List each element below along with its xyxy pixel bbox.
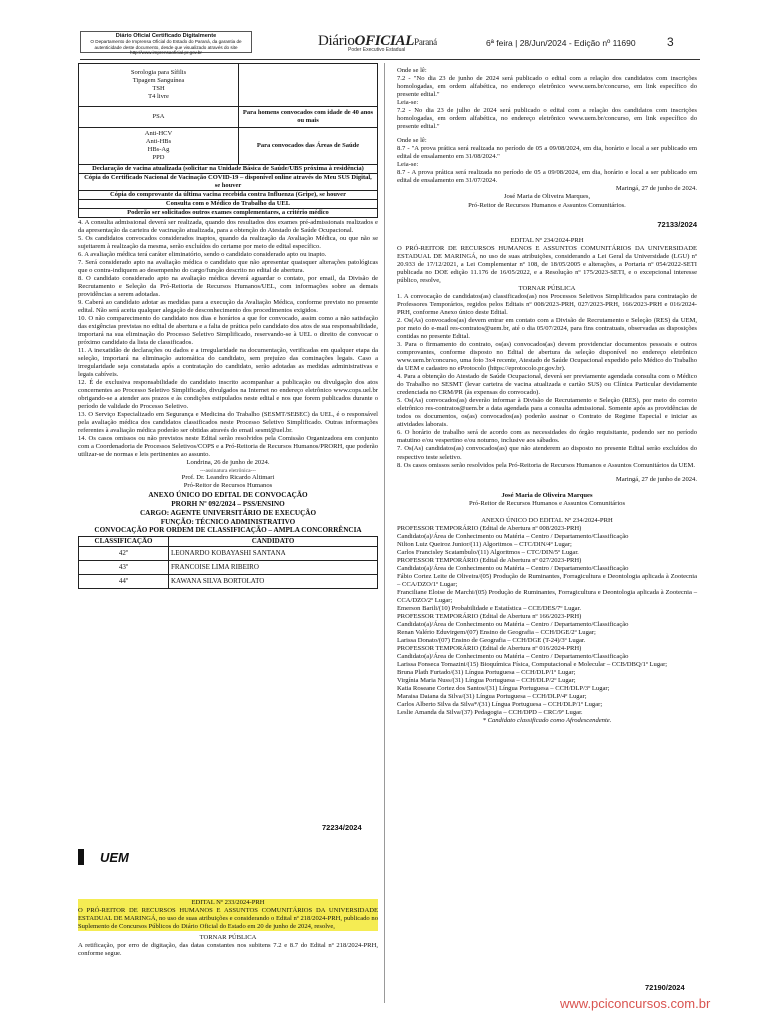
edital-intro: O PRÓ-REITOR DE RECURSOS HUMANOS E ASSUNTOS COMUNITÁRIOS DA UNIVERSIDADE ESTADUAL DE MARINGÁ, no uso de suas atribuições e considerando o Edital nº 218/2024-PRH, publicado no Suplemento de Concursos Públicos do Diário Oficial do Estado em 20 de junho de 2024, resolve, [78, 907, 378, 931]
table-row [79, 165, 378, 174]
list-item: Larissa Donato/(07) Ensino de Geografia – CCH/DGE (T-24)/3º Lugar. [397, 637, 586, 645]
list-item: Katia Roseane Cortez dos Santos/(31) Língua Portuguesa – CCH/DLP/3º Lugar; [397, 685, 610, 693]
anexo-heading [78, 491, 378, 535]
list-item: Nilton Luiz Queiroz Junior/(11) Algoritmos – CTC/DIN/4º Lugar; [397, 540, 572, 548]
publication-code: 72133/2024 [657, 219, 697, 229]
paragraph: 8. O candidato considerado apto na avaliação médica deverá aguardar o contato, por email, da Divisão de Recrutamento e Seleção da Pró-Reitoria de Recursos Humanos/UEL, com informações sobre as demais providências a serem adotadas. [78, 274, 378, 298]
text-line: Onde se lê: [397, 67, 427, 74]
text-line: Leia-se: [397, 161, 419, 169]
anexo-section-heading: PROFESSOR TEMPORÁRIO (Edital de Abertura nº 166/2023-PRH) [397, 613, 582, 621]
sign-place: Londrina, 26 de junho de 2024. [186, 459, 270, 467]
signer-name: José Maria de Oliveira Marques [501, 491, 593, 499]
table-cell: Cópia do comprovante da última vacina recebida contra Influenza (Gripe), se houver [79, 190, 378, 199]
edital-233 [78, 899, 378, 958]
table-row [79, 208, 378, 217]
masthead-subtitle: Poder Executivo Estadual [348, 47, 406, 54]
list-item: Carlos Francisley Scatambulo/(11) Algoritmos – CTC/DIN/5º Lugar. [397, 548, 579, 556]
table-cell: KAWANA SILVA BORTOLATO [169, 574, 378, 588]
edition-date: 6ª feira | 28/Jun/2024 - Edição nº 11690 [486, 38, 636, 48]
signer-name: Prof. Dr. Leandro Ricardo Altimari [181, 474, 275, 482]
anexo-line: PRORH Nº 092/2024 – PSS/ENSINO [171, 500, 285, 509]
text-line: 7.2 - No dia 23 de julho de 2024 será publicado o edital com a relação dos candidatos com inscrições homologadas, em ordem alfabética, no endereço eletrônico www.uem.br/concurso, em link específico do presente edital." [397, 107, 697, 131]
list-item: Fábio Cortez Leite de Oliveira/(05) Produção de Ruminantes, Forragicultura e Deontologia aplicada à Zootecnia – CCA/DZO/1º Lugar; [397, 572, 697, 588]
paragraph: 7. Será considerado apto na avaliação médica o candidato que não apresentar quaisquer alterações patológicas que o contra-indiquem ao desempenho do cargo/função descrito no edital de abertura. [78, 258, 378, 274]
table-cell: PSA [79, 107, 239, 128]
anexo-line: FUNÇÃO: TÉCNICO ADMINISTRATIVO [160, 517, 296, 526]
table-cell: Sorologia para Sífilis Tipagem Sanguínea TSH T4 livre [79, 64, 239, 107]
footnote: * Candidato classificado como Afrodescendente. [482, 717, 612, 725]
table-cell: Para convocados das Áreas de Saúde [239, 128, 378, 165]
table-cell: Anti-HCV Anti-HBs HBs-Ag PPD [79, 128, 239, 165]
header-divider [80, 59, 700, 60]
list-item: Carlos Alberto Silva da Silva*/(31) Língua Portuguesa – CCH/DLP/1º Lugar; [397, 701, 603, 709]
signer-role: Pró-Reitor de Recursos Humanos e Assuntos Comunitários [468, 499, 626, 507]
list-item: Larissa Fonseca Tomazini/(15) Bioquímica Física, Computacional e Molecular – CCB/DBQ/1º Lugar; [397, 661, 668, 669]
text-line: 8.7 - A prova prática será realizada no período de 05 a 09/08/2024, em dia, horário e local a ser publicado em edital de ensalamento em 31/07/2024. [397, 169, 697, 185]
text-line: 7.2 - "No dia 23 de junho de 2024 será publicado o edital com a relação dos candidatos com inscrições homologadas, em ordem alfabética, no endereço eletrônico www.uem.br/concurso, em link específico do presente edital." [397, 75, 697, 99]
paragraph: 6. A avaliação médica terá caráter eliminatório, sendo o candidato considerado apto ou inapto. [78, 250, 327, 258]
table-cell: Consulta com o Médico do Trabalho da UEL [79, 199, 378, 208]
signer-name: José Maria de Oliveira Marques, [503, 193, 591, 201]
list-item: Candidato(a)/Área de Conhecimento ou Matéria – Centro / Departamento/Classificação [397, 621, 629, 629]
text-line: 8.7 - "A prova prática será realizada no período de 05 a 09/08/2024, em dia, horário e local a ser publicado em edital de ensalamento em 31/08/2024." [397, 145, 697, 161]
table-row [79, 199, 378, 208]
exams-table [78, 63, 378, 218]
list-item: Candidato(a)/Área de Conhecimento ou Matéria – Centro / Departamento/Classificação [397, 653, 629, 661]
cert-title: Diário Oficial Certificado Digitalmente [115, 33, 217, 39]
cert-text: O Departamento de Imprensa Oficial do Estado do Paraná, da garantia de autenticidade deste documento, desde que visualizado através do site http://www.imprensaoficial.pr.gov.br [90, 39, 242, 55]
table-row [79, 574, 378, 588]
list-item: Leslie Amanda da Silva/(37) Pedagogia – CCH/DPD – CRC/9º Lugar. [397, 709, 583, 717]
table-row [79, 560, 378, 574]
edital-item: 5. Os(As) convocados(as) deverão informar à Divisão de Recrutamento e Seleção (RES), por meio do correio eletrônico res-contratos@uem.br a data agendada para a consulta admissional. Somente após as providências de todos os documentos, os(as) convocados(as) poderão assinar o Contrato de Regime Especial e iniciar as atividades laborais. [397, 397, 697, 429]
classification-table [78, 536, 378, 589]
list-item: Candidato(a)/Área de Conhecimento ou Matéria – Centro / Departamento/Classificação [397, 564, 629, 572]
list-item: Franciliane Eloise de Marchi/(05) Produção de Ruminantes, Forragicultura e Deontologia aplicada à Zootecnia – CCA/DZO/2º Lugar; [397, 588, 697, 604]
right-column [397, 67, 697, 725]
page-number: 3 [667, 35, 674, 49]
table-cell [239, 64, 378, 107]
anexo-section-heading: PROFESSOR TEMPORÁRIO (Edital de Abertura nº 027/2023-PRH) [397, 556, 582, 564]
signer-role: Pró-Reitor de Recursos Humanos [183, 482, 273, 490]
masthead [318, 32, 458, 54]
list-item: Renan Valério Eduvirgem/(07) Ensino de Geografia – CCH/DGE/2º Lugar; [397, 629, 596, 637]
edital-paragraph: A retificação, por erro de digitação, das datas constantes nos subitens 7.2 e 8.7 do Edital nº 218/2024-PRH, conforme segue. [78, 942, 378, 958]
table-cell: LEONARDO KOBAYASHI SANTANA [169, 546, 378, 560]
paragraph: 11. A inexatidão de declarações ou dados e a irregularidade na documentação, verificadas em qualquer etapa da seleção, importará na eliminação automática do candidato, sem prejuízo das cominações legais. Caso a irregularidade seja constatada após a contratação do candidato, serão adotadas as medidas administrativas e legais cabíveis. [78, 347, 378, 379]
paragraph: 10. O não comparecimento do candidato nos dias e horários a que for convocado, assim como a não satisfação das exigências previstas no edital de abertura e a falta de prática pelo candidato dos atos de sua responsabilidade, importará na sua eliminação do Processo Seletivo Simplificado, reservando-se à UEL o direito de convocar o próximo candidato da lista de classificados. [78, 314, 378, 346]
edital-intro: O PRÓ-REITOR DE RECURSOS HUMANOS E ASSUNTOS COMUNITÁRIOS DA UNIVERSIDADE ESTADUAL DE MARINGÁ, no uso de suas atribuições, considerando a Lei Geral da Universidade (LGU) nº 20.933 de 17/12/2021, a Lei Complementar nº 108, de 18/05/2005 e alterações, a Portaria nº 054/2022-SETI publicada no DOE edição 11.176 de 16/05/2022, e a Resolução nº 175/2023-SETI, e o excepcional interesse público, resolve, [397, 244, 697, 284]
paragraph: 4. A consulta admissional deverá ser realizada, quando dos resultados dos exames pré-admissionais realizados e da apresentação da carteira de vacinação atualizada, para a obtenção do Atestado de Saúde Ocupacional. [78, 218, 378, 234]
paragraph: 9. Caberá ao candidato adotar as medidas para a execução da Avaliação Médica, conforme previsto no presente edital. Não será aceita qualquer alegação de desconhecimento dos procedimentos exigidos. [78, 298, 378, 314]
edital-item: 7. Os(As) candidatos(as) convocados(as) que não atenderem ao disposto no presente Edital serão excluídos do respectivo teste seletivo. [397, 445, 697, 461]
paragraph: 5. Os candidatos convocados considerados inaptos, quando da realização da Avaliação Médica, ou que não se sujeitarem à realização da mesma, serão excluídos do certame por meio de edital específico. [78, 234, 378, 250]
anexo-line: CARGO: AGENTE UNIVERSITÁRIO DE EXECUÇÃO [139, 508, 317, 517]
edital-item: 6. O horário de trabalho será de acordo com as necessidades do órgão requisitante, podendo ser no período matutino e/ou vespertino e/ou noturno, inclusive aos sábados. [397, 429, 697, 445]
table-cell: FRANCOISE LIMA RIBEIRO [169, 560, 378, 574]
table-header-row [79, 537, 378, 547]
edital-heading: TORNAR PÚBLICA [518, 284, 576, 292]
list-item: Bruna Plath Furtado/(31) Língua Portuguesa – CCH/DLP/1º Lugar; [397, 669, 576, 677]
table-row [79, 128, 378, 165]
edital-item: 2. Os(As) convocados(as) devem entrar em contato com a Divisão de Recrutamento e Seleção (RES) da UEM, por meio do e-mail res-contratos@uem.br, até o dia 05/07/2024, para fins contratuais, observadas as disposições contidas no presente Edital. [397, 316, 697, 341]
publication-code: 72190/2024 [645, 983, 685, 992]
section-marker [78, 849, 84, 865]
table-row [79, 190, 378, 199]
date-line: Maringá, 27 de junho de 2024. [615, 185, 697, 193]
anexo-line: CONVOCAÇÃO POR ORDEM DE CLASSIFICAÇÃO – AMPLA CONCORRÊNCIA [94, 526, 362, 535]
table-row [79, 107, 378, 128]
edital-item: 3. Para o firmamento do contrato, os(as) convocados(as) devem providenciar documentos pessoais e outros comprovantes, conforme disposto no Edital de abertura da seleção disponível no endereço eletrônico www.uem.br/concurso, uma foto 3x4 recente, Atestado de Saúde Ocupacional expedido pelo Médico do Trabalho da UEM e cadastro no eProtocolo (https://eprotocolo.pr.gov.br). [397, 341, 697, 373]
text-line: Leia-se: [397, 99, 419, 107]
text-line: Onde se lê: [397, 137, 427, 145]
edital-title: EDITAL Nº 233/2024-PRH [78, 899, 378, 907]
anexo-section-heading: PROFESSOR TEMPORÁRIO (Edital de Abertura nº 016/2024-PRH) [397, 645, 582, 653]
table-cell: Para homens convocados com idade de 40 anos ou mais [239, 107, 378, 128]
table-cell: Poderão ser solicitados outros exames complementares, a critério médico [79, 208, 378, 217]
masthead-logo: DiárioOFICIALParaná [318, 33, 437, 49]
column-divider [384, 63, 385, 1003]
edital-item: 8. Os casos omissos serão resolvidos pela Pró-Reitoria de Recursos Humanos e Assuntos Comunitários da UEM. [397, 461, 695, 469]
column-header: CLASSIFICAÇÃO [79, 537, 169, 547]
table-row [79, 546, 378, 560]
signer-role: Pró-Reitor de Recursos Humanos e Assuntos Comunitários. [468, 201, 626, 209]
table-cell: Declaração de vacina atualizada (solicitar na Unidade Básica de Saúde/UBS próxima à residência) [79, 165, 378, 174]
table-row [79, 173, 378, 190]
list-item: Candidato(a)/Área de Conhecimento ou Matéria – Centro / Departamento/Classificação [397, 532, 629, 540]
sign-note: ---assinatura eletrônica--- [199, 467, 257, 474]
edital-title: EDITAL Nº 234/2024-PRH [510, 236, 584, 244]
certification-box [80, 31, 252, 53]
anexo-title: ANEXO ÚNICO DO EDITAL Nº 234/2024-PRH [481, 516, 613, 524]
list-item: Virgínia Maria Nuss/(31) Língua Portuguesa – CCH/DLP/2º Lugar; [397, 677, 576, 685]
paragraph: 14. Os casos omissos ou não previstos neste Edital serão resolvidos pela Comissão Organizadora em conjunto com a Coordenadoria de Processos Seletivos/COPS e a Pró-Reitoria de Recursos Humanos/PRORH, que poderão utilizar-se de normas e leis pertinentes ao assunto. [78, 435, 378, 459]
anexo-line: ANEXO ÚNICO DO EDITAL DE CONVOCAÇÃO [148, 491, 308, 500]
edital-item: 4. Para a obtenção do Atestado de Saúde Ocupacional, deverá ser previamente agendada consulta com o Médico do Trabalho no SESMT (levar carteira de vacina atualizada e cartão SUS) ou Clínica Particular devidamente credenciada no CRM/PR (às expensas do convocado). [397, 373, 697, 397]
section-header-uem [78, 849, 378, 865]
section-title: UEM [100, 850, 129, 865]
date-line: Maringá, 27 de junho de 2024. [615, 475, 697, 483]
list-item: Maraisa Daiana da Silva/(31) Língua Portuguesa – CCH/DLP/4º Lugar; [397, 693, 587, 701]
anexo-section-heading: PROFESSOR TEMPORÁRIO (Edital de Abertura nº 008/2023-PRH) [397, 524, 582, 532]
table-cell: 42º [79, 546, 169, 560]
table-row [79, 64, 378, 107]
list-item: Emerson Barili/(10) Probabilidade e Estatística – CCE/DES/7º Lugar. [397, 605, 582, 613]
table-cell: Cópia do Certificado Nacional de Vacinação COVID-19 – disponível online através do Meu SUS Digital, se houver [79, 173, 378, 190]
edital-heading: TORNAR PÚBLICA [199, 934, 257, 942]
anexo-list [397, 525, 697, 718]
table-cell: 43º [79, 560, 169, 574]
paragraph: 13. O Serviço Especializado em Segurança e Medicina do Trabalho (SESMT/SEBEC) da UEL, é o responsável pela avaliação médica dos candidatos classificados neste Processo Seletivo Simplificado. Outras informações referentes à avaliação médica poderão ser obtidas através do email sesmt@uel.br. [78, 411, 378, 435]
column-header: CANDIDATO [169, 537, 378, 547]
paragraph: 12. É de exclusiva responsabilidade do candidato inscrito acompanhar a publicação ou divulgação dos atos concernentes ao Processo Seletivo Simplificado, divulgados na Internet no endereço eletrônico www.cops.uel.br obrigando-se a atender aos prazos e às condições estipulados neste edital e nos que forem publicados durante o período de validade do Processo Seletivo. [78, 379, 378, 411]
edital-item: 1. A convocação de candidatos(as) classificados(as) nos Processos Seletivos Simplificados para contratação de Professores Temporários, regidos pelos Editais nº 008/2023-PRH, 027/2023-PRH, 166/2023-PRH e 016/2024-PRH, conforme Anexo único deste Edital. [397, 292, 697, 316]
publication-code: 72234/2024 [322, 823, 362, 832]
footer-url: www.pciconcursos.com.br [560, 996, 711, 1011]
table-cell: 44º [79, 574, 169, 588]
left-column [78, 63, 378, 589]
